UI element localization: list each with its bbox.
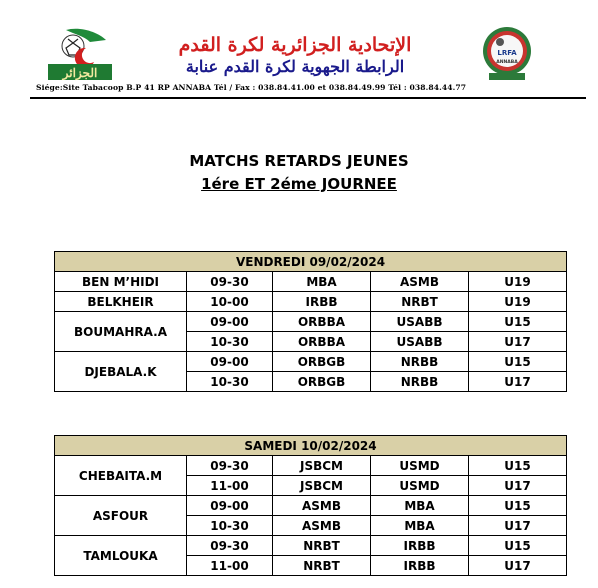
match-time: 09-30 bbox=[187, 536, 273, 556]
referee-name: DJEBALA.K bbox=[55, 352, 187, 392]
home-team: ORBGB bbox=[273, 372, 371, 392]
match-time: 09-00 bbox=[187, 352, 273, 372]
away-team: MBA bbox=[371, 516, 469, 536]
algerian-federation-logo bbox=[46, 26, 114, 82]
match-row bbox=[55, 536, 567, 556]
league-address: Siége:Site Tabacoop B.P 41 RP ANNABA Tél / Fax : 038.84.41.00 et 038.84.49.99 Tél : 038.84.44.77 bbox=[36, 83, 467, 92]
document-title: MATCHS RETARDS JEUNES bbox=[189, 152, 409, 170]
federation-name-arabic: الإتحادية الجزائرية لكرة القدم bbox=[178, 34, 412, 56]
match-row bbox=[55, 272, 567, 292]
day-header-row bbox=[55, 436, 567, 456]
letterhead bbox=[0, 0, 598, 104]
away-team: NRBB bbox=[371, 352, 469, 372]
age-category: U17 bbox=[469, 556, 567, 576]
referee-name: BELKHEIR bbox=[55, 292, 187, 312]
away-team: IRBB bbox=[371, 556, 469, 576]
league-name-arabic: الرابطة الجهوية لكرة القدم عنابة bbox=[185, 57, 405, 76]
age-category: U17 bbox=[469, 476, 567, 496]
match-row bbox=[55, 352, 567, 372]
home-team: ASMB bbox=[273, 496, 371, 516]
day-header-row bbox=[55, 252, 567, 272]
referee-name: ASFOUR bbox=[55, 496, 187, 536]
referee-name: TAMLOUKA bbox=[55, 536, 187, 576]
match-row bbox=[55, 496, 567, 516]
match-time: 10-00 bbox=[187, 292, 273, 312]
match-row bbox=[55, 292, 567, 312]
home-team: NRBT bbox=[273, 556, 371, 576]
match-time: 09-00 bbox=[187, 496, 273, 516]
away-team: NRBT bbox=[371, 292, 469, 312]
match-time: 10-30 bbox=[187, 372, 273, 392]
logo-left-text: الجزائر bbox=[62, 66, 98, 80]
away-team: NRBB bbox=[371, 372, 469, 392]
referee-name: BOUMAHRA.A bbox=[55, 312, 187, 352]
home-team: NRBT bbox=[273, 536, 371, 556]
match-time: 09-30 bbox=[187, 272, 273, 292]
home-team: ASMB bbox=[273, 516, 371, 536]
referee-name: BEN M’HIDI bbox=[55, 272, 187, 292]
match-time: 09-30 bbox=[187, 456, 273, 476]
home-team: JSBCM bbox=[273, 456, 371, 476]
match-row bbox=[55, 456, 567, 476]
match-time: 10-30 bbox=[187, 332, 273, 352]
referee-name: CHEBAITA.M bbox=[55, 456, 187, 496]
match-time: 09-00 bbox=[187, 312, 273, 332]
schedule-table-day-1 bbox=[54, 251, 567, 392]
match-row bbox=[55, 312, 567, 332]
home-team: JSBCM bbox=[273, 476, 371, 496]
home-team: ORBBA bbox=[273, 332, 371, 352]
away-team: USMD bbox=[371, 476, 469, 496]
day-header: SAMEDI 10/02/2024 bbox=[55, 436, 567, 456]
home-team: ORBBA bbox=[273, 312, 371, 332]
home-team: IRBB bbox=[273, 292, 371, 312]
away-team: MBA bbox=[371, 496, 469, 516]
age-category: U17 bbox=[469, 372, 567, 392]
lrfa-annaba-logo bbox=[478, 24, 536, 84]
age-category: U17 bbox=[469, 332, 567, 352]
home-team: MBA bbox=[273, 272, 371, 292]
age-category: U15 bbox=[469, 456, 567, 476]
age-category: U15 bbox=[469, 312, 567, 332]
away-team: USMD bbox=[371, 456, 469, 476]
schedule-table-day-2 bbox=[54, 435, 567, 576]
away-team: IRBB bbox=[371, 536, 469, 556]
match-time: 11-00 bbox=[187, 476, 273, 496]
away-team: ASMB bbox=[371, 272, 469, 292]
match-time: 10-30 bbox=[187, 516, 273, 536]
age-category: U15 bbox=[469, 536, 567, 556]
home-team: ORBGB bbox=[273, 352, 371, 372]
age-category: U19 bbox=[469, 272, 567, 292]
logo-right-subtext: ANNABA bbox=[496, 60, 518, 65]
day-header: VENDREDI 09/02/2024 bbox=[55, 252, 567, 272]
age-category: U17 bbox=[469, 516, 567, 536]
logo-right-text: LRFA bbox=[497, 49, 517, 57]
document-subtitle: 1ére ET 2éme JOURNEE bbox=[201, 175, 397, 193]
age-category: U15 bbox=[469, 352, 567, 372]
away-team: USABB bbox=[371, 312, 469, 332]
match-time: 11-00 bbox=[187, 556, 273, 576]
away-team: USABB bbox=[371, 332, 469, 352]
header-divider bbox=[30, 97, 586, 99]
age-category: U19 bbox=[469, 292, 567, 312]
age-category: U15 bbox=[469, 496, 567, 516]
